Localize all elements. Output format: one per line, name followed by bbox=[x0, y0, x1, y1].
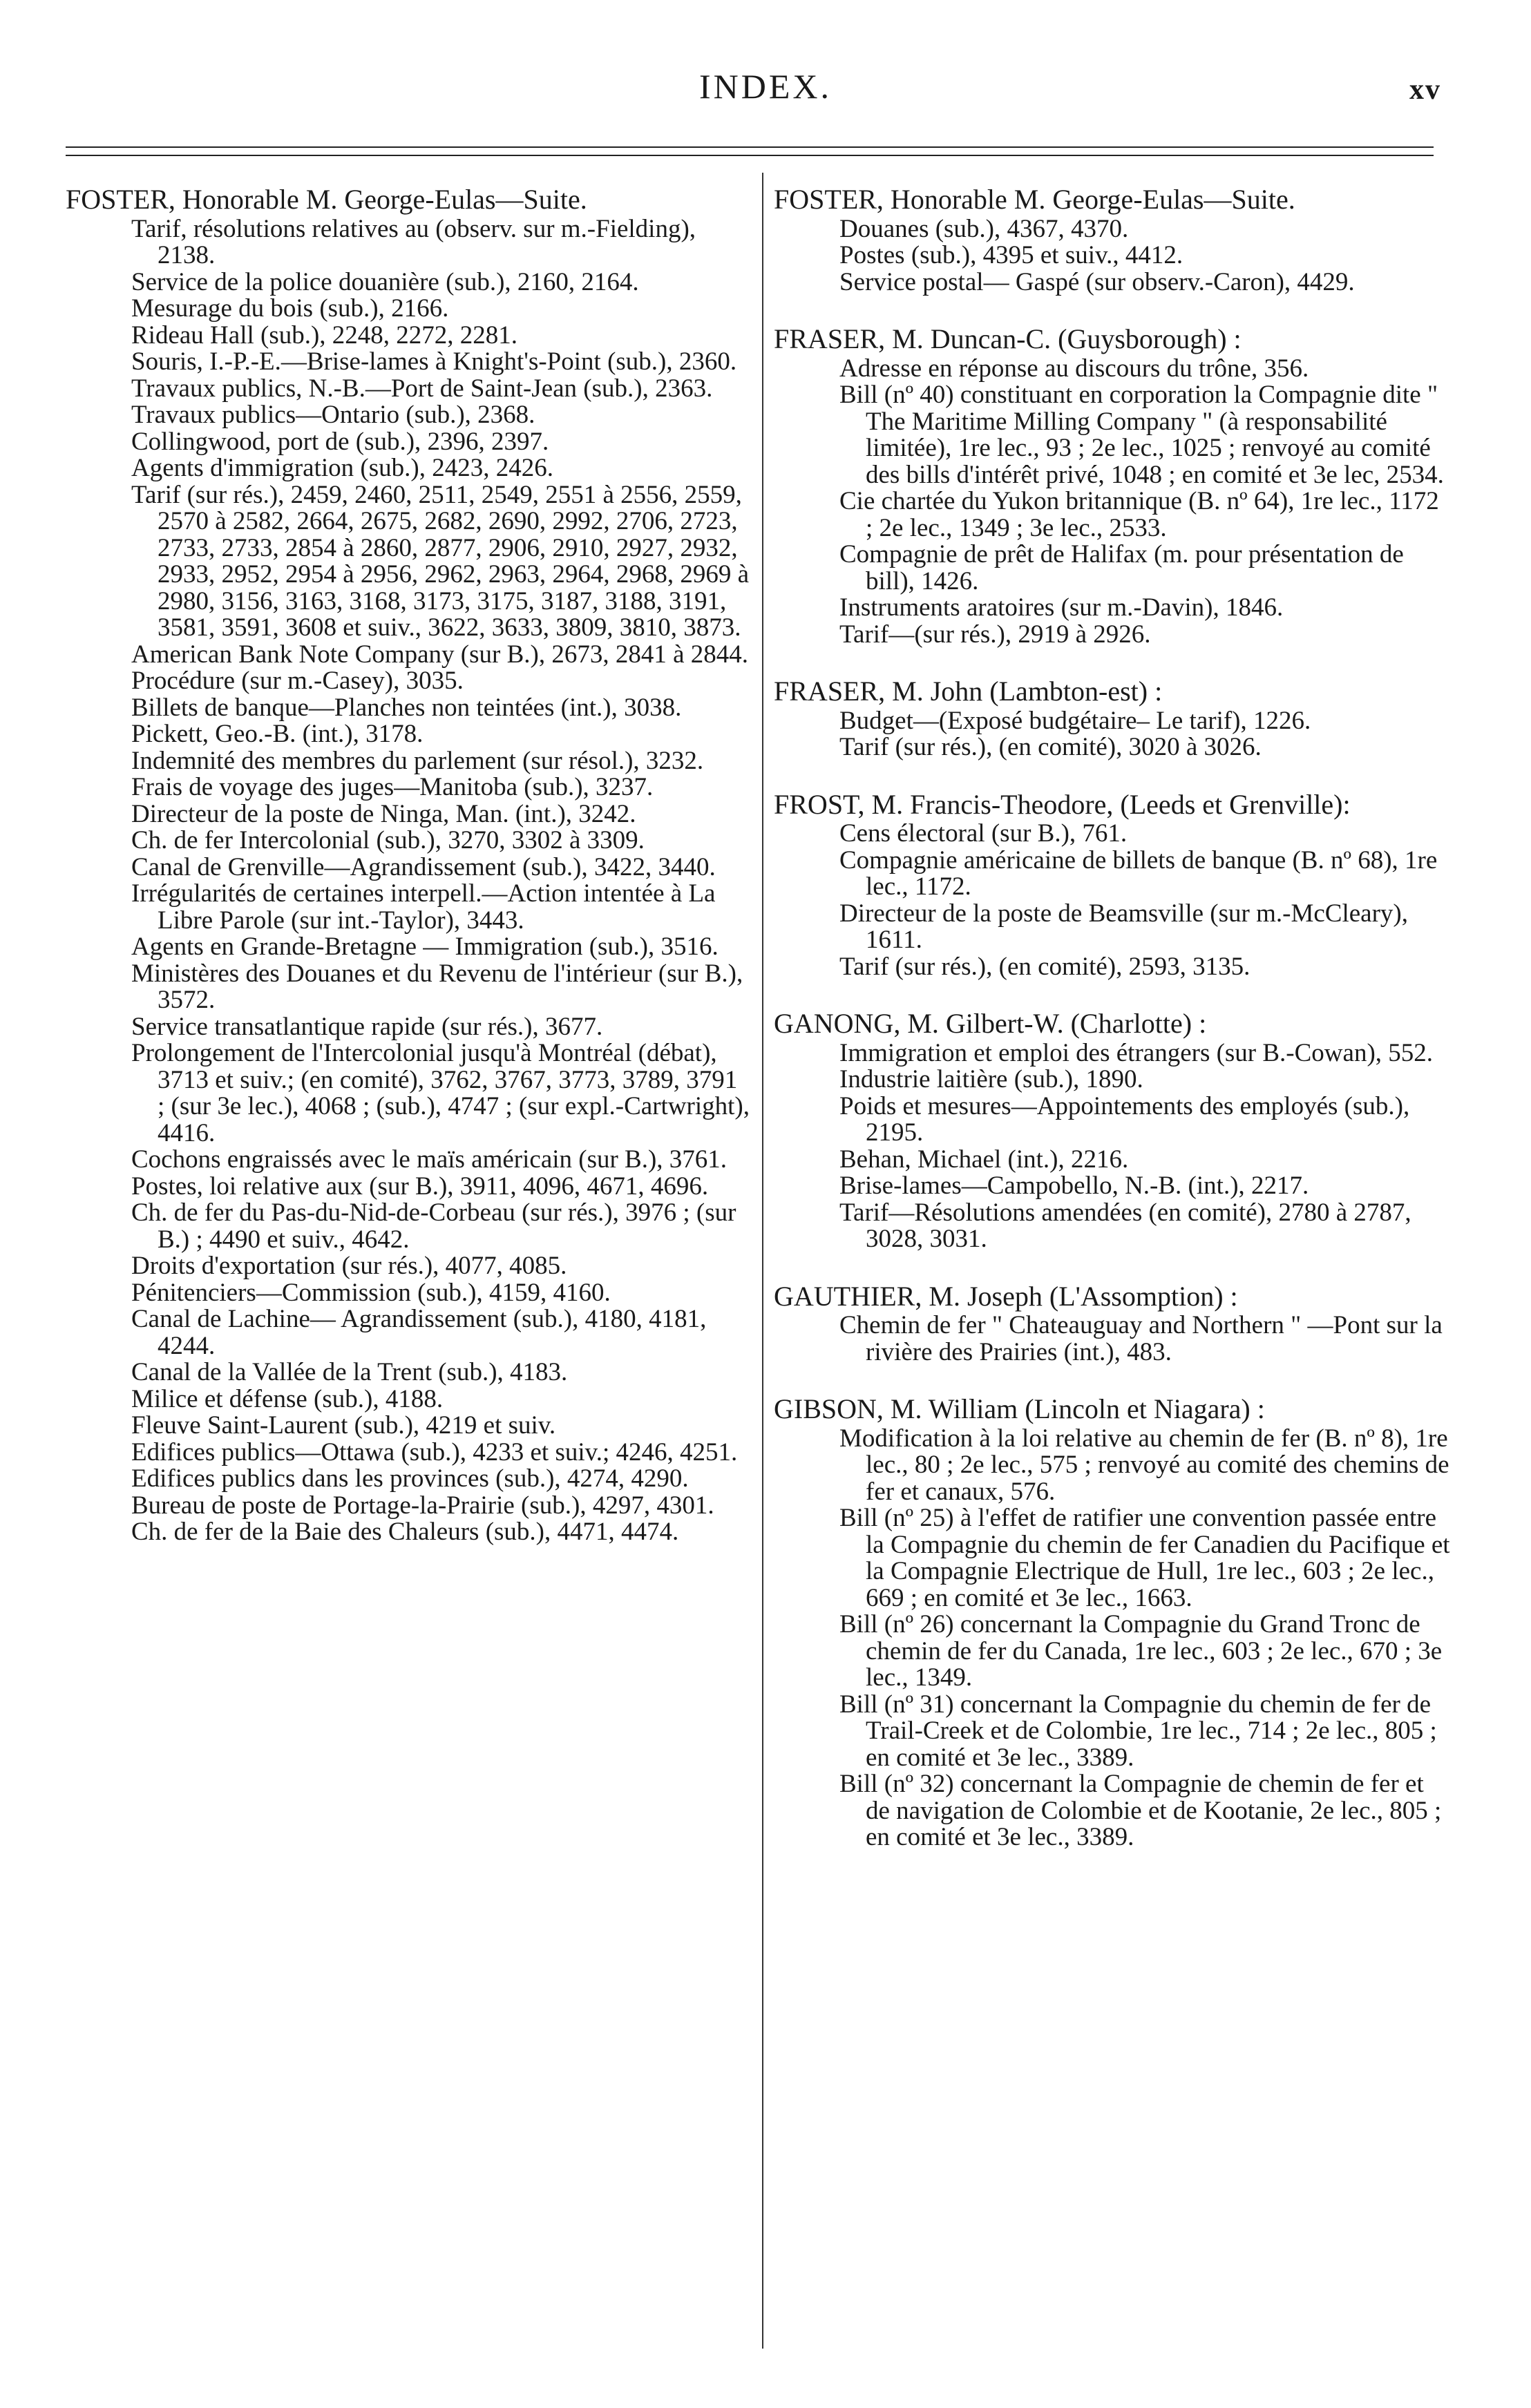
index-entry: Mesurage du bois (sub.), 2166. bbox=[131, 294, 449, 323]
index-entry: Billets de banque—Planches non teintées (int.), 3038. bbox=[131, 693, 682, 722]
index-entry: Pénitenciers—Commission (sub.), 4159, 4160. bbox=[131, 1278, 611, 1307]
index-entry: Agents en Grande-Bretagne — Immigration (sub.), 3516. bbox=[131, 933, 719, 961]
header-rule-bottom bbox=[66, 155, 1434, 156]
index-entry: Immigration et emploi des étrangers (sur B.-Cowan), 552. bbox=[839, 1038, 1434, 1067]
index-entry: Adresse en réponse au discours du trône, 356. bbox=[839, 354, 1309, 383]
index-section bbox=[774, 678, 1451, 761]
index-entry: Edifices publics dans les provinces (sub.), 4274, 4290. bbox=[131, 1464, 689, 1493]
index-entry: Directeur de la poste de Beamsville (sur m.-McCleary), 1611. bbox=[839, 899, 1408, 954]
index-entry: Collingwood, port de (sub.), 2396, 2397. bbox=[131, 427, 549, 456]
index-entry: Bill (nº 40) constituant en corporation la Compagnie dite " The Maritime Milling Company " (à responsabilité limitée), 1re lec., 93 ; 2e lec., 1025 ; renvoyé au comité des bills d'intérêt privé, 1048 ; en comité et 3e lec, 2534. bbox=[839, 381, 1444, 489]
index-entry: Poids et mesures—Appointements des employés (sub.), 2195. bbox=[839, 1091, 1410, 1147]
index-entry: Chemin de fer " Chateauguay and Northern " —Pont sur la rivière des Prairies (int.), 483. bbox=[839, 1311, 1443, 1366]
index-entry: Droits d'exportation (sur rés.), 4077, 4085. bbox=[131, 1252, 567, 1280]
entry-heading: GIBSON, M. William (Lincoln et Niagara) : bbox=[774, 1393, 1265, 1424]
index-section bbox=[774, 788, 1451, 981]
index-section bbox=[774, 1393, 1451, 1851]
index-entry: American Bank Note Company (sur B.), 2673, 2841 à 2844. bbox=[131, 640, 748, 669]
index-entry: Tarif (sur rés.), (en comité), 3020 à 3026. bbox=[839, 733, 1262, 761]
index-section bbox=[774, 1280, 1451, 1366]
index-entry: Service de la police douanière (sub.), 2160, 2164. bbox=[131, 267, 639, 296]
index-entry: Compagnie de prêt de Halifax (m. pour présentation de bill), 1426. bbox=[839, 540, 1404, 595]
index-entry: Tarif (sur rés.), 2459, 2460, 2511, 2549, 2551 à 2556, 2559, 2570 à 2582, 2664, 2675, 2682, 2690, 2992, 2706, 2723, 2733, 2733, 2854 à 2860, 2877, 2906, 2910, 2927, 2932, 2933, 2952, 2954 à 2956, 2962, 2963, 2964, 2968, 2969 à 2980, 3156, 3163, 3168, 3173, 3175, 3187, 3188, 3191, 3581, 3591, 3608 et suiv., 3622, 3633, 3809, 3810, 3873. bbox=[131, 480, 750, 642]
index-entry: Souris, I.-P.-E.—Brise-lames à Knight's-Point (sub.), 2360. bbox=[131, 347, 737, 376]
column-divider bbox=[762, 173, 763, 2349]
index-entry: Service transatlantique rapide (sur rés.), 3677. bbox=[131, 1012, 603, 1041]
index-entry: Edifices publics—Ottawa (sub.), 4233 et suiv.; 4246, 4251. bbox=[131, 1437, 738, 1466]
index-entry: Milice et défense (sub.), 4188. bbox=[131, 1384, 444, 1413]
index-entry: Cens électoral (sur B.), 761. bbox=[839, 819, 1128, 848]
index-section bbox=[774, 323, 1451, 649]
index-entry: Cochons engraissés avec le maïs américain (sur B.), 3761. bbox=[131, 1145, 728, 1174]
entry-heading: FOSTER, Honorable M. George-Eulas—Suite. bbox=[774, 184, 1295, 215]
index-entry: Cie chartée du Yukon britannique (B. nº 64), 1re lec., 1172 ; 2e lec., 1349 ; 3e lec., 2533. bbox=[839, 487, 1439, 542]
index-entry: Agents d'immigration (sub.), 2423, 2426. bbox=[131, 454, 553, 482]
index-entry: Bill (nº 26) concernant la Compagnie du Grand Tronc de chemin de fer du Canada, 1re lec., 603 ; 2e lec., 670 ; 3e lec., 1349. bbox=[839, 1610, 1443, 1692]
index-entry: Postes (sub.), 4395 et suiv., 4412. bbox=[839, 241, 1183, 269]
page-number: xv bbox=[1409, 74, 1441, 106]
index-entry: Canal de Grenville—Agrandissement (sub.), 3422, 3440. bbox=[131, 852, 716, 881]
index-entry: Budget—(Exposé budgétaire– Le tarif), 1226. bbox=[839, 706, 1311, 735]
index-entry: Canal de Lachine— Agrandissement (sub.), 4180, 4181, 4244. bbox=[131, 1305, 707, 1360]
index-entry: Canal de la Vallée de la Trent (sub.), 4183. bbox=[131, 1358, 568, 1386]
right-column bbox=[774, 184, 1451, 1851]
index-entry: Tarif—(sur rés.), 2919 à 2926. bbox=[839, 620, 1151, 649]
index-entry: Modification à la loi relative au chemin de fer (B. nº 8), 1re lec., 80 ; 2e lec., 575 ; renvoyé au comité des chemins de fer et canaux, 576. bbox=[839, 1424, 1449, 1506]
index-entry: Behan, Michael (int.), 2216. bbox=[839, 1145, 1129, 1174]
index-entry: Tarif, résolutions relatives au (observ. sur m.-Fielding), 2138. bbox=[131, 214, 696, 269]
index-entry: Compagnie américaine de billets de banque (B. nº 68), 1re lec., 1172. bbox=[839, 845, 1438, 901]
index-entry: Postes, loi relative aux (sur B.), 3911, 4096, 4671, 4696. bbox=[131, 1172, 709, 1201]
index-entry: Irrégularités de certaines interpell.—Action intentée à La Libre Parole (sur int.-Taylor), 3443. bbox=[131, 879, 716, 935]
index-entry: Ch. de fer du Pas-du-Nid-de-Corbeau (sur rés.), 3976 ; (sur B.) ; 4490 et suiv., 4642. bbox=[131, 1198, 736, 1254]
index-entry: Prolongement de l'Intercolonial jusqu'à Montréal (débat), 3713 et suiv.; (en comité), 3762, 3767, 3773, 3789, 3791 ; (sur 3e lec.), 4068 ; (sub.), 4747 ; (sur expl.-Cartwright), 4416. bbox=[131, 1039, 750, 1147]
entry-heading: FRASER, M. John (Lambton-est) : bbox=[774, 676, 1163, 707]
index-entry: Bill (nº 31) concernant la Compagnie du chemin de fer de Trail-Creek et de Colombie, 1re lec., 714 ; 2e lec., 805 ; en comité et 3e lec., 3389. bbox=[839, 1690, 1437, 1772]
running-head bbox=[0, 66, 1531, 122]
index-entry: Instruments aratoires (sur m.-Davin), 1846. bbox=[839, 593, 1284, 622]
entry-list bbox=[66, 216, 750, 1546]
index-entry: Bill (nº 25) à l'effet de ratifier une convention passée entre la Compagnie du chemin de fer Canadien du Pacifique et la Compagnie Electrique de Hull, 1re lec., 603 ; 2e lec., 669 ; en comité et 3e lec., 1663. bbox=[839, 1504, 1450, 1612]
index-entry: Tarif (sur rés.), (en comité), 2593, 3135. bbox=[839, 952, 1251, 981]
index-entry: Fleuve Saint-Laurent (sub.), 4219 et suiv. bbox=[131, 1411, 556, 1440]
index-entry: Travaux publics, N.-B.—Port de Saint-Jean (sub.), 2363. bbox=[131, 374, 713, 403]
index-entry: Ch. de fer Intercolonial (sub.), 3270, 3302 à 3309. bbox=[131, 826, 645, 854]
index-entry: Pickett, Geo.-B. (int.), 3178. bbox=[131, 720, 424, 748]
index-entry: Frais de voyage des juges—Manitoba (sub.), 3237. bbox=[131, 773, 654, 801]
index-entry: Service postal— Gaspé (sur observ.-Caron), 4429. bbox=[839, 267, 1355, 296]
index-entry: Douanes (sub.), 4367, 4370. bbox=[839, 214, 1129, 243]
index-entry: Ch. de fer de la Baie des Chaleurs (sub.), 4471, 4474. bbox=[131, 1518, 679, 1546]
entry-heading: FRASER, M. Duncan-C. (Guysborough) : bbox=[774, 323, 1242, 354]
index-entry: Procédure (sur m.-Casey), 3035. bbox=[131, 667, 464, 695]
index-entry: Directeur de la poste de Ninga, Man. (int.), 3242. bbox=[131, 799, 636, 828]
entry-heading: GANONG, M. Gilbert-W. (Charlotte) : bbox=[774, 1008, 1207, 1039]
index-entry: Industrie laitière (sub.), 1890. bbox=[839, 1065, 1143, 1093]
index-entry: Travaux publics—Ontario (sub.), 2368. bbox=[131, 401, 535, 429]
header-rule-top bbox=[66, 146, 1434, 148]
entry-heading: FOSTER, Honorable M. George-Eulas—Suite. bbox=[66, 184, 587, 215]
index-entry: Bureau de poste de Portage-la-Prairie (sub.), 4297, 4301. bbox=[131, 1491, 714, 1520]
index-entry: Ministères des Douanes et du Revenu de l'intérieur (sur B.), 3572. bbox=[131, 959, 743, 1014]
entry-heading: FROST, M. Francis-Theodore, (Leeds et Grenville): bbox=[774, 788, 1351, 820]
index-entry: Brise-lames—Campobello, N.-B. (int.), 2217. bbox=[839, 1172, 1309, 1200]
entry-heading: GAUTHIER, M. Joseph (L'Assomption) : bbox=[774, 1280, 1238, 1312]
left-column bbox=[66, 184, 750, 1546]
index-section bbox=[774, 184, 1451, 296]
index-entry: Tarif—Résolutions amendées (en comité), 2780 à 2787, 3028, 3031. bbox=[839, 1198, 1411, 1253]
index-entry: Indemnité des membres du parlement (sur résol.), 3232. bbox=[131, 746, 704, 775]
index-section bbox=[774, 1008, 1451, 1253]
index-entry: Rideau Hall (sub.), 2248, 2272, 2281. bbox=[131, 321, 518, 350]
index-entry: Bill (nº 32) concernant la Compagnie de chemin de fer et de navigation de Colombie et de Kootanie, 2e lec., 805 ; en comité et 3e lec., 3389. bbox=[839, 1770, 1442, 1851]
page-title: INDEX. bbox=[698, 67, 833, 106]
